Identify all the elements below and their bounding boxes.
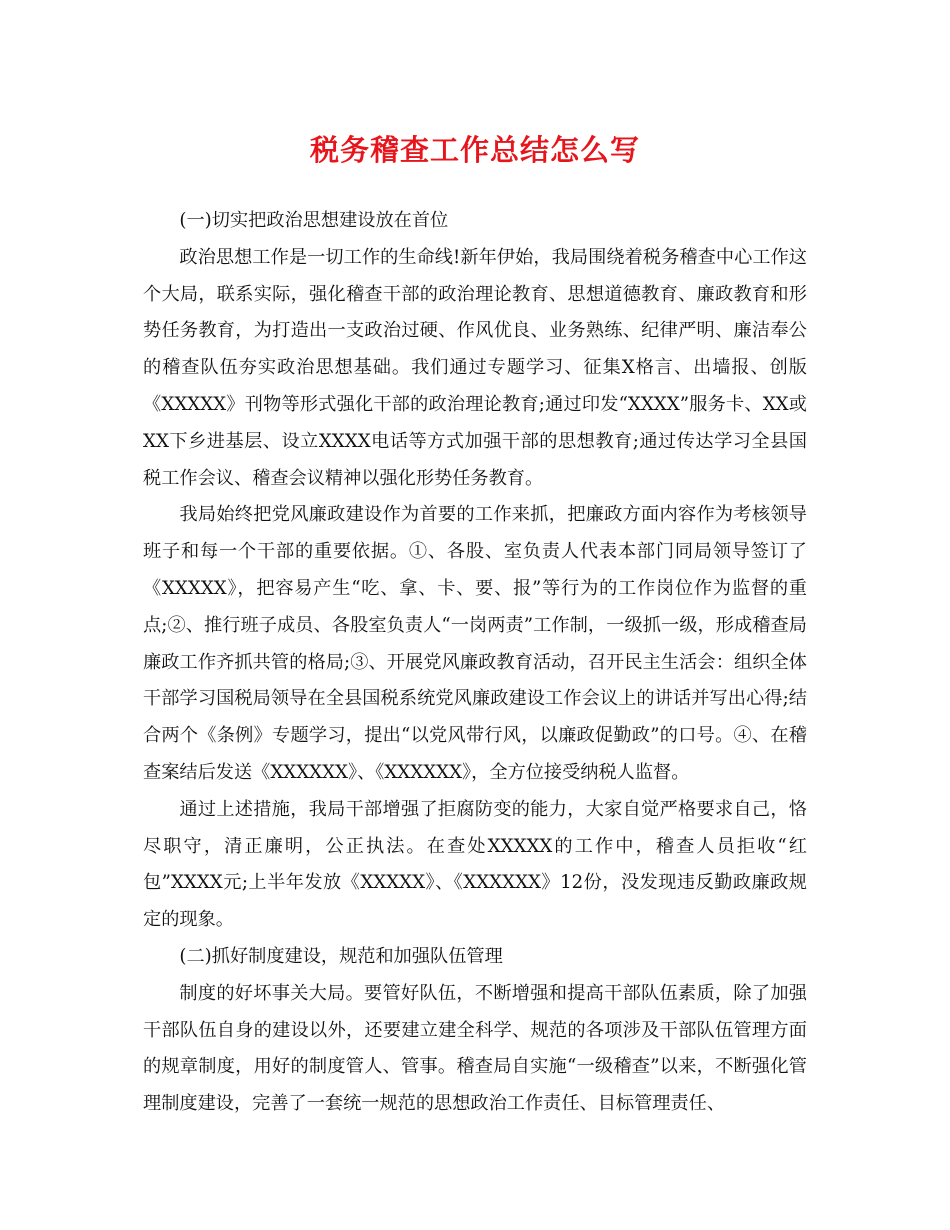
paragraph: 政治思想工作是一切工作的生命线!新年伊始，我局围绕着税务稽查中心工作这个大局，联系实际，强化稽查干部的政治理论教育、思想道德教育、廉政教育和形势任务教育，为打造出一支政治过硬、作风优良、业务熟练、纪律严明、廉洁奉公的稽查队伍夯实政治思想基础。我们通过专题学习、征集X格言、出墙报、创版《XXXXX》刊物等形式强化干部的政治理论教育;通过印发“XXXX”服务卡、XX或XX下乡进基层、设立XXXX电话等方式加强干部的思想教育;通过传达学习全县国税工作会议、稽查会议精神以强化形势任务教育。 [143, 246, 807, 489]
section-heading-2: (二)抓好制度建设，规范和加强队伍管理 [179, 945, 503, 967]
section-heading-1: (一)切实把政治思想建设放在首位 [179, 210, 449, 231]
document-body [143, 203, 807, 1123]
document-title: 税务稽查工作总结怎么写 [309, 133, 640, 167]
paragraph: 我局始终把党风廉政建设作为首要的工作来抓，把廉政方面内容作为考核领导班子和每一个干部的重要依据。①、各股、室负责人代表本部门同局领导签订了《XXXXX》，把容易产生“吃、拿、卡、要、报”等行为的工作岗位作为监督的重点;②、推行班子成员、各股室负责人“一岗两责”工作制，一级抓一级，形成稽查局廉政工作齐抓共管的格局;③、开展党风廉政教育活动，召开民主生活会：组织全体干部学习国税局领导在全县国税系统党风廉政建设工作会议上的讲话并写出心得;结合两个《条例》专题学习，提出“以党风带行风，以廉政促勤政”的口号。④、在稽查案结后发送《XXXXXX》、《XXXXXX》，全方位接受纳税人监督。 [143, 504, 807, 783]
paragraph: 通过上述措施，我局干部增强了拒腐防变的能力，大家自觉严格要求自己，恪尽职守，清正廉明，公正执法。在查处XXXXX的工作中，稽查人员拒收“红包”XXXX元;上半年发放《XXXXX》、《XXXXXX》12份，没发现违反勤政廉政规定的现象。 [143, 798, 807, 931]
paragraph: 制度的好坏事关大局。要管好队伍，不断增强和提高干部队伍素质，除了加强干部队伍自身的建设以外，还要建立建全科学、规范的各项涉及干部队伍管理方面的规章制度，用好的制度管人、管事。稽查局自实施“一级稽查”以来，不断强化管理制度建设，完善了一套统一规范的思想政治工作责任、目标管理责任、 [143, 982, 807, 1115]
